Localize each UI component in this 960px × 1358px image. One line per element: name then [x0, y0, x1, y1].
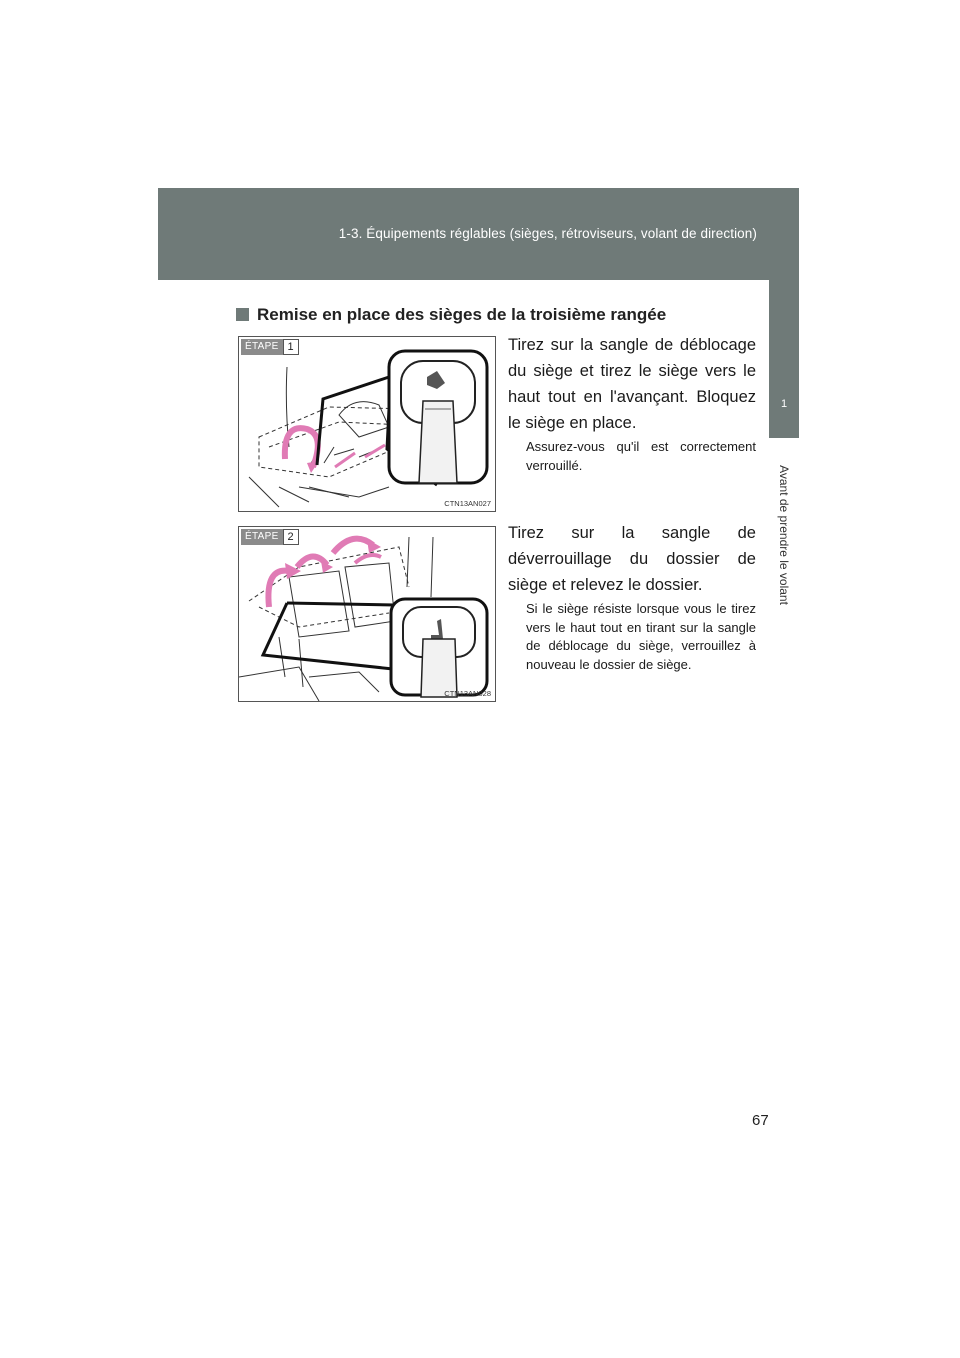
page-number: 67 [752, 1112, 769, 1129]
square-bullet-icon [236, 308, 249, 321]
figure-code: CTN13AN027 [444, 499, 491, 508]
step-badge-number: 1 [283, 339, 299, 355]
step-2-text: Tirez sur la sangle de déverrouillage du dossier de siège et relevez le dossier. [508, 524, 756, 594]
step-badge-label: ÉTAPE [241, 339, 283, 355]
chapter-title-container [777, 438, 791, 605]
section-title: 1-3. Équipements réglables (sièges, rétroviseurs, volant de direction) [338, 226, 757, 241]
step-1-text: Tirez sur la sangle de déblocage du siège et tirez le siège vers le haut tout en l'avançant. Bloquez le siège en place. [508, 336, 756, 432]
step-badge-label: ÉTAPE [241, 529, 283, 545]
chapter-number: 1 [780, 398, 788, 410]
section-heading [236, 305, 666, 325]
step-badge-number: 2 [283, 529, 299, 545]
step-2-figure [238, 526, 496, 702]
chapter-title: Avant de prendre le volant [777, 465, 791, 605]
chapter-tab [769, 280, 799, 438]
step-2-note: Si le siège résiste lorsque vous le tirez vers le haut tout en tirant sur la sangle de déblocage du siège, verrouillez à nouveau le dossier de siège. [526, 601, 756, 672]
section-heading-text: Remise en place des sièges de la troisième rangée [257, 305, 667, 324]
step-1-figure [238, 336, 496, 512]
figure-code: CTN13AN028 [444, 689, 491, 698]
step-1-badge [241, 339, 299, 355]
seatback-raise-illustration [239, 527, 495, 701]
header-bar [158, 188, 799, 280]
step-2-badge [241, 529, 299, 545]
seat-return-illustration [239, 337, 495, 511]
step-1-note: Assurez-vous qu'il est correctement verrouillé. [526, 439, 756, 473]
